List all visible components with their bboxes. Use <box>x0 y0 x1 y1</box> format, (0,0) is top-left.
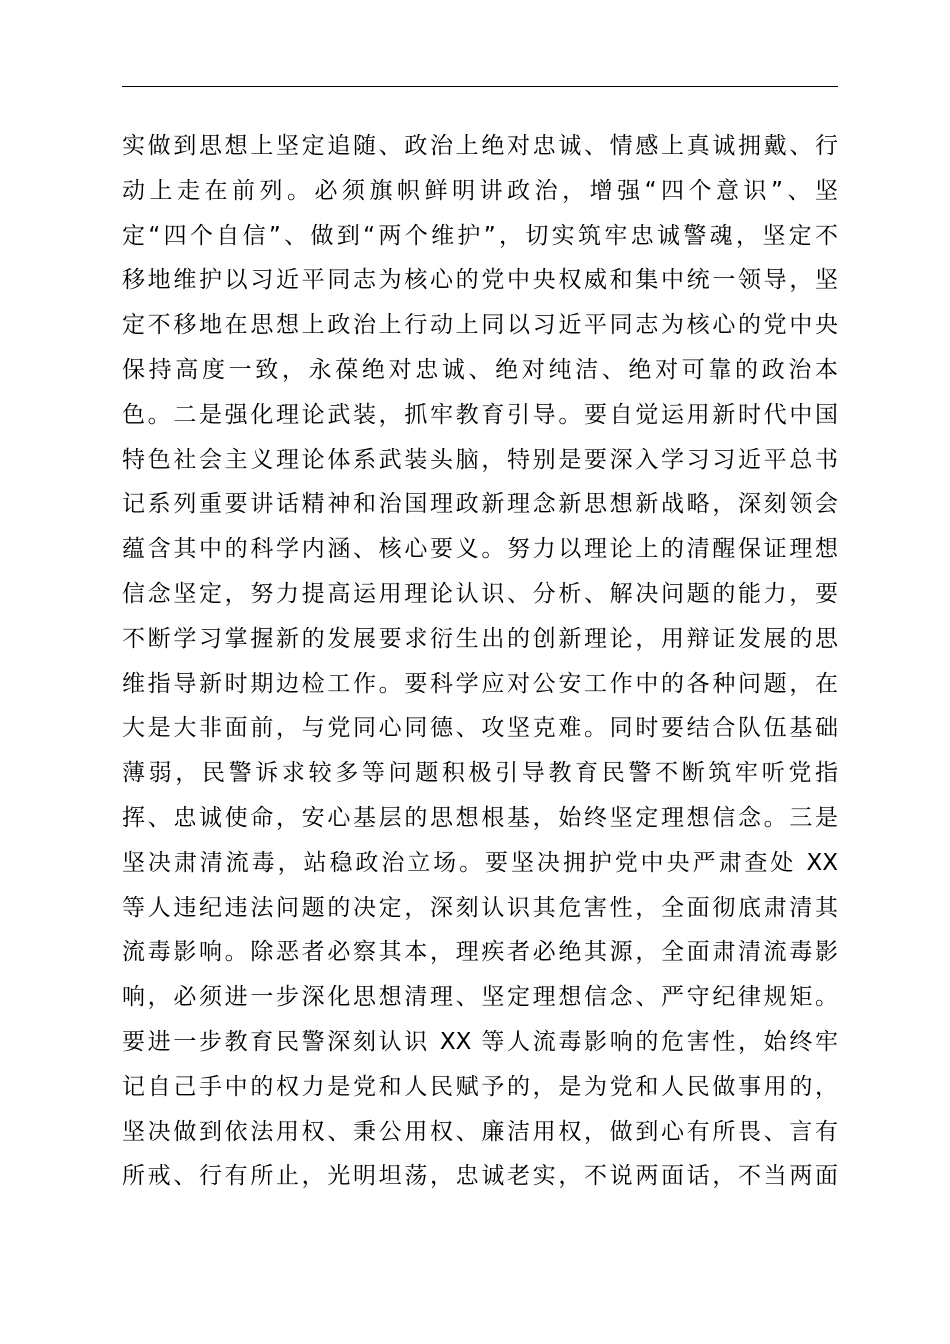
text-line: 信念坚定，努力提高运用理论认识、分析、解决问题的能力，要 <box>122 580 838 607</box>
text-line: 特色社会主义理论体系武装头脑，特别是要深入学习习近平总书 <box>122 446 838 473</box>
text-line: 色。二是强化理论武装，抓牢教育引导。要自觉运用新时代中国 <box>122 401 838 428</box>
text-line: 定“四个自信”、做到“两个维护”，切实筑牢忠诚警魂，坚定不 <box>122 222 838 249</box>
text-line: 挥、忠诚使命，安心基层的思想根基，始终坚定理想信念。三是 <box>122 804 838 831</box>
text-line: 坚决做到依法用权、秉公用权、廉洁用权，做到心有所畏、言有 <box>122 1118 838 1145</box>
text-line: 大是大非面前，与党同心同德、攻坚克难。同时要结合队伍基础 <box>122 715 838 742</box>
text-line: 实做到思想上坚定追随、政治上绝对忠诚、情感上真诚拥戴、行 <box>122 133 838 159</box>
text-line: 记自己手中的权力是党和人民赋予的，是为党和人民做事用的， <box>122 1073 838 1100</box>
text-line: 维指导新时期边检工作。要科学应对公安工作中的各种问题，在 <box>122 670 838 697</box>
text-line: 薄弱，民警诉求较多等问题积极引导教育民警不断筑牢听党指 <box>122 760 838 787</box>
text-line: 所戒、行有所止，光明坦荡，忠诚老实，不说两面话，不当两面 <box>122 1163 838 1190</box>
text-line: 不断学习掌握新的发展要求衍生出的创新理论，用辩证发展的思 <box>122 625 838 652</box>
text-line: 等人违纪违法问题的决定，深刻认识其危害性，全面彻底肃清其 <box>122 894 838 921</box>
text-line: 定不移地在思想上政治上行动上同以习近平同志为核心的党中央 <box>122 312 838 339</box>
text-line: 流毒影响。除恶者必察其本，理疾者必绝其源，全面肃清流毒影 <box>122 939 838 966</box>
text-line: 响，必须进一步深化思想清理、坚定理想信念、严守纪律规矩。 <box>122 984 838 1011</box>
text-line: 移地维护以习近平同志为核心的党中央权威和集中统一领导，坚 <box>122 267 838 294</box>
text-line: 坚决肃清流毒，站稳政治立场。要坚决拥护党中央严肃查处 XX <box>122 849 838 876</box>
body-text <box>122 124 838 1199</box>
text-line: 记系列重要讲话精神和治国理政新理念新思想新战略，深刻领会 <box>122 491 838 518</box>
text-line: 蕴含其中的科学内涵、核心要义。努力以理论上的清醒保证理想 <box>122 536 838 563</box>
text-line: 要进一步教育民警深刻认识 XX 等人流毒影响的危害性，始终牢 <box>122 1028 838 1055</box>
text-line: 保持高度一致，永葆绝对忠诚、绝对纯洁、绝对可靠的政治本 <box>122 356 838 383</box>
text-line: 动上走在前列。必须旗帜鲜明讲政治，增强“四个意识”、坚 <box>122 177 838 204</box>
header-rule <box>122 86 838 87</box>
